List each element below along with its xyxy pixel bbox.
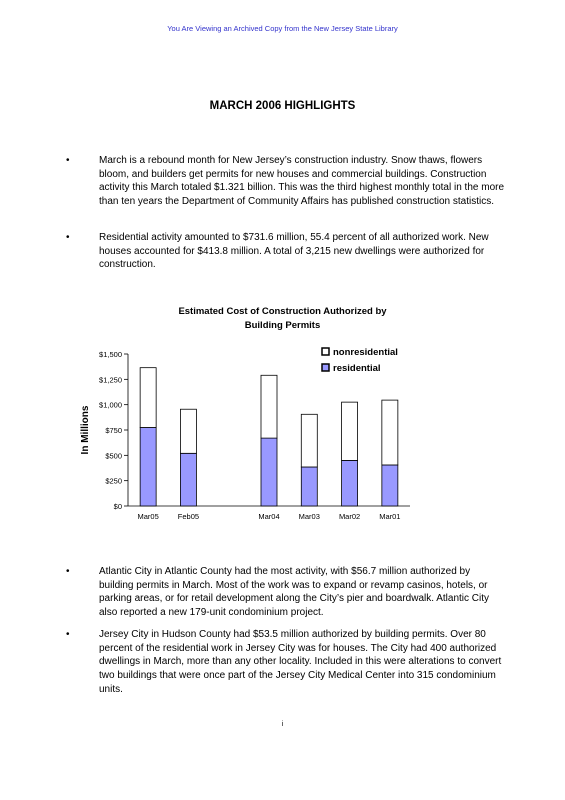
- chart-title-line-2: Building Permits: [244, 320, 321, 331]
- legend-label-residential: residential: [333, 363, 381, 374]
- y-axis-label: In Millions: [80, 405, 91, 455]
- x-tick-label: Mar04: [258, 512, 280, 521]
- bar-nonresidential: [140, 368, 156, 428]
- bullet-icon: •: [66, 629, 70, 640]
- bar-nonresidential: [301, 414, 317, 467]
- bullet-icon: •: [66, 566, 70, 577]
- archive-banner: You Are Viewing an Archived Copy from the New Jersey State Library: [167, 24, 398, 33]
- y-tick-label: $1,250: [99, 375, 122, 385]
- y-tick-label: $250: [105, 476, 122, 486]
- y-tick-label: $750: [105, 426, 122, 435]
- bullet-icon: •: [66, 232, 70, 243]
- bullet-text: Atlantic City in Atlantic County had the most activity, with $56.7 million authorized by building permits in March. Most of the work was to expand or revamp casinos, hotels, or parking areas, or for retail development along the City’s pier and boardwalk. Atlantic City also reported a new 179-unit condominium project.: [99, 566, 490, 619]
- page-number: i: [281, 721, 284, 728]
- construction-cost-chart: [60, 340, 420, 530]
- bullet-item: [66, 154, 506, 209]
- bar-residential: [140, 427, 156, 506]
- y-tick-label: $500: [105, 451, 122, 461]
- y-tick-label: $1,500: [99, 350, 122, 359]
- y-tick-label: $1,000: [99, 400, 122, 410]
- bullet-text: Residential activity amounted to $731.6 million, 55.4 percent of all authorized work. New houses accounted for $413.8 million. A total of 3,215 new dwellings were authorized for construction.: [99, 232, 489, 271]
- bar-residential: [382, 465, 398, 506]
- bar-residential: [261, 438, 277, 506]
- bar-residential: [342, 460, 358, 506]
- page-title: MARCH 2006 HIGHLIGHTS: [209, 100, 356, 112]
- x-tick-label: Mar02: [338, 512, 361, 521]
- bullet-item: [66, 231, 506, 272]
- legend-swatch-nonresidential: [322, 348, 329, 355]
- bar-nonresidential: [261, 375, 277, 438]
- bullet-item: [66, 628, 506, 697]
- bar-nonresidential: [382, 400, 398, 465]
- bar-residential: [180, 453, 196, 506]
- chart-title: [0, 305, 565, 333]
- bullet-text: Jersey City in Hudson County had $53.5 million authorized by building permits. Over 80 percent of the residential work in Jersey City was for houses. The City had 400 authorized dwellings in March, more than any other locality. Included in this were alterations to convert two buildings that were once part of the Jersey City Medical Center into 315 condominium units.: [99, 629, 502, 695]
- x-tick-label: Feb05: [177, 512, 200, 521]
- bar-nonresidential: [342, 402, 358, 460]
- bullet-item: [66, 565, 506, 620]
- bullet-text: March is a rebound month for New Jersey’s construction industry. Snow thaws, flowers bloom, and builders get permits for new houses and commercial buildings. Construction activity this March totaled $1.321 billion. This was the third highest monthly total in the more than ten years the Department of Community Affairs has published construction statistics.: [99, 155, 505, 208]
- x-tick-label: Mar03: [298, 512, 320, 521]
- bar-nonresidential: [180, 409, 196, 453]
- y-tick-label: $0: [113, 502, 122, 511]
- chart-title-line-1: Estimated Cost of Construction Authorized by: [178, 306, 387, 317]
- legend-label-nonresidential: nonresidential: [333, 347, 398, 358]
- x-tick-label: Mar05: [137, 512, 159, 521]
- bar-residential: [301, 467, 317, 506]
- bullet-icon: •: [66, 155, 70, 166]
- x-tick-label: Mar01: [379, 512, 401, 521]
- legend-swatch-residential: [322, 364, 329, 371]
